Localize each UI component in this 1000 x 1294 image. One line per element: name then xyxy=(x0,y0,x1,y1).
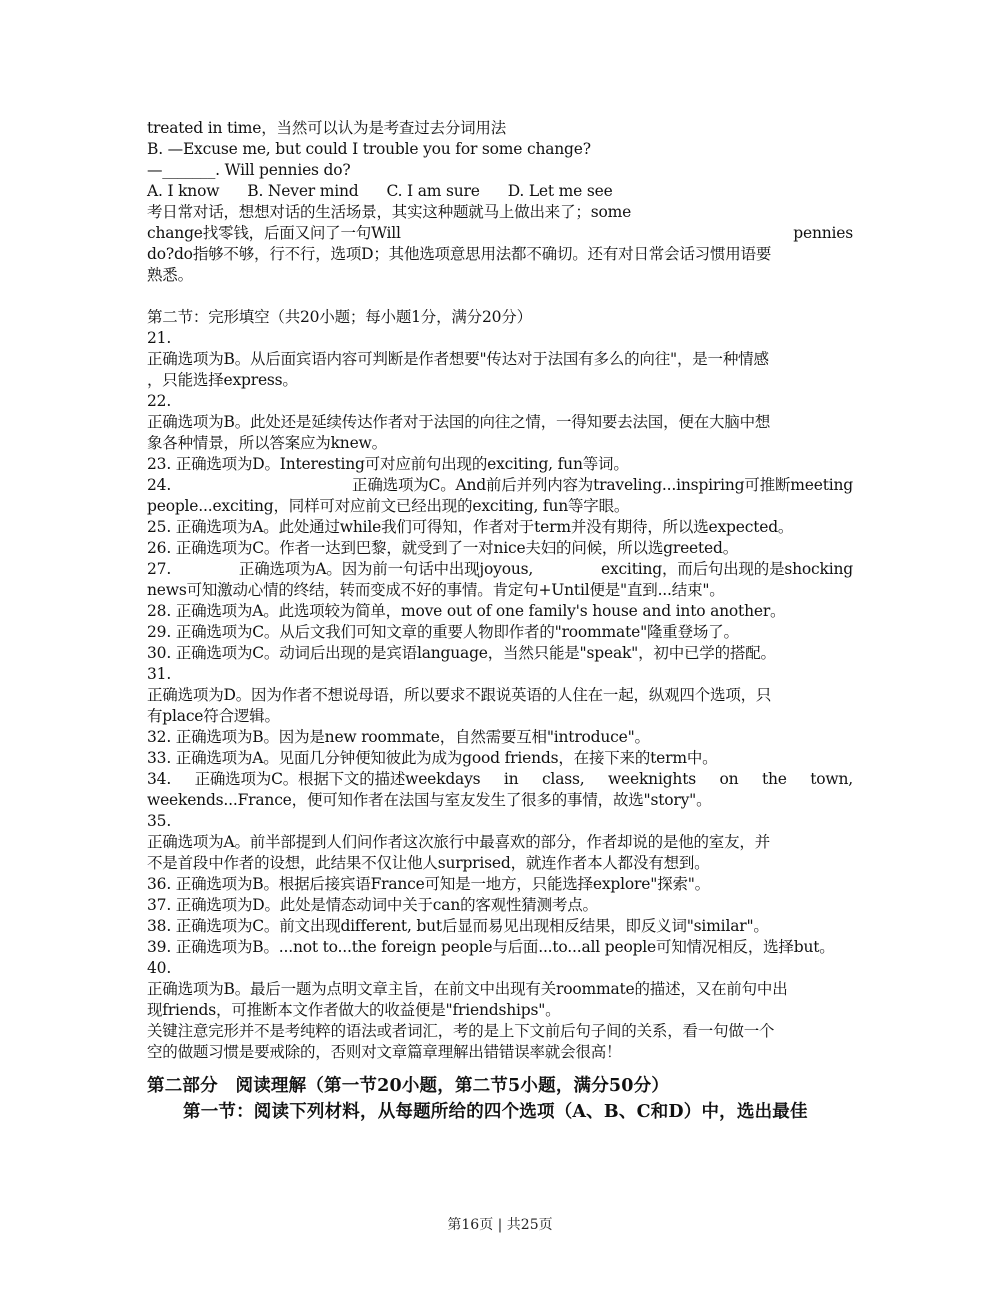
part2-heading: 第二部分 阅读理解（第一节20小题，第二节5小题，满分50分） xyxy=(147,1076,670,1096)
answer-35-line-1: 正确选项为A。前半部提到人们问作者这次旅行中最喜欢的部分，作者却说的是他的室友，并 xyxy=(147,833,770,851)
explanation-line-1: 考日常对话，想想对话的生活场景，其实这种题就马上做出来了；some xyxy=(147,203,632,221)
answer-40-line-2: 现friends，可推断本文作者做大的收益便是"friendships"。 xyxy=(147,1001,561,1019)
answer-31-number: 31. xyxy=(147,665,172,683)
answer-28: 28. 正确选项为A。此选项较为简单，move out of one family's house and into another。 xyxy=(147,602,786,620)
answer-23: 23. 正确选项为D。Interesting可对应前句出现的exciting, fun等词。 xyxy=(147,455,629,473)
dialogue-answer: —_______. Will pennies do? xyxy=(147,161,351,179)
dialogue-question: B. —Excuse me, but could I trouble you for some change? xyxy=(147,140,591,158)
answer-options xyxy=(147,181,853,202)
answer-24-line-2: people...exciting，同样可对应前文已经出现的exciting, fun等字眼。 xyxy=(147,497,630,515)
answer-24-line-1: 24. 正确选项为C。And前后并列内容为traveling...inspiring可推断meeting xyxy=(147,476,853,494)
answer-25: 25. 正确选项为A。此处通过while我们可得知，作者对于term并没有期待，所以选expected。 xyxy=(147,518,794,536)
option-a: A. I know xyxy=(147,182,220,200)
answer-21-line-1: 正确选项为B。从后面宾语内容可判断是作者想要"传达对于法国有多么的向往"，是一种情感 xyxy=(147,350,769,368)
explanation-line-3: do?do指够不够，行不行，选项D；其他选项意思用法都不确切。还有对日常会话习惯用语要 xyxy=(147,245,772,263)
answer-31-line-2: 有place符合逻辑。 xyxy=(147,707,280,725)
answer-37: 37. 正确选项为D。此处是情态动词中关于can的客观性猜测考点。 xyxy=(147,896,598,914)
answer-34-line-2: weekends...France，便可知作者在法国与室友发生了很多的事情，故选"story"。 xyxy=(147,791,712,809)
option-d: D. Let me see xyxy=(507,182,613,200)
key-note-line-2: 空的做题习惯是要戒除的，否则对文章篇章理解出错错误率就会很高！ xyxy=(147,1043,622,1061)
answer-30: 30. 正确选项为C。动词后出现的是宾语language，当然只能是"speak"，初中已学的搭配。 xyxy=(147,644,776,662)
answer-40-number: 40. xyxy=(147,959,172,977)
page-footer: 第16页 | 共25页 xyxy=(447,1217,553,1233)
answer-34-line-1: 34. 正确选项为C。根据下文的描述weekdays in class, weeknights on the town, xyxy=(147,770,853,788)
part2-subheading: 第一节：阅读下列材料，从每题所给的四个选项（A、B、C和D）中，选出最佳 xyxy=(183,1102,808,1122)
option-c: C. I am sure xyxy=(386,182,480,200)
option-b: B. Never mind xyxy=(247,182,359,200)
answer-32: 32. 正确选项为B。因为是new roommate，自然需要互相"introduce"。 xyxy=(147,728,650,746)
answer-22-number: 22. xyxy=(147,392,172,410)
answer-40-line-1: 正确选项为B。最后一题为点明文章主旨，在前文中出现有关roommate的描述，又在前句中出 xyxy=(147,980,788,998)
answer-27-line-1: 27. 正确选项为A。因为前一句话中出现joyous, exciting，而后句出现的是shocking xyxy=(147,560,853,578)
answer-39: 39. 正确选项为B。...not to...the foreign people与后面...to...all people可知情况相反，选择but。 xyxy=(147,938,835,956)
answer-35-line-2: 不是首段中作者的设想，此结果不仅让他人surprised，就连作者本人都没有想到。 xyxy=(147,854,710,872)
key-note-line-1: 关键注意完形并不是考纯粹的语法或者词汇，考的是上下文前后句子间的关系，看一句做一个 xyxy=(147,1022,775,1040)
intro-line-1: treated in time，当然可以认为是考查过去分词用法 xyxy=(147,119,507,137)
answer-27-line-2: news可知激动心情的终结，转而变成不好的事情。肯定句+Until便是"直到...结束"。 xyxy=(147,581,725,599)
answer-31-line-1: 正确选项为D。因为作者不想说母语，所以要求不跟说英语的人住在一起，纵观四个选项，只 xyxy=(147,686,772,704)
answer-21-number: 21. xyxy=(147,329,172,347)
answer-35-number: 35. xyxy=(147,812,172,830)
answer-38: 38. 正确选项为C。前文出现different, but后显而易见出现相反结果，即反义词"similar"。 xyxy=(147,917,769,935)
answer-33: 33. 正确选项为A。见面几分钟便知彼此为成为good friends，在接下来的term中。 xyxy=(147,749,718,767)
answer-26: 26. 正确选项为C。作者一达到巴黎，就受到了一对nice夫妇的问候，所以选greeted。 xyxy=(147,539,739,557)
answer-22-line-2: 象各种情景，所以答案应为knew。 xyxy=(147,434,387,452)
answer-21-line-2: ，只能选择express。 xyxy=(147,371,298,389)
explanation-line-4: 熟悉。 xyxy=(147,266,193,284)
section-title: 第二节：完形填空（共20小题；每小题1分，满分20分） xyxy=(147,308,532,326)
answer-22-line-1: 正确选项为B。此处还是延续传达作者对于法国的向往之情，一得知要去法国，便在大脑中想 xyxy=(147,413,771,431)
answer-36: 36. 正确选项为B。根据后接宾语France可知是一地方，只能选择explore"探索"。 xyxy=(147,875,710,893)
page-content xyxy=(147,118,853,1125)
explanation-line-2: change找零钱，后面又问了一句Will pennies xyxy=(147,224,853,242)
answer-29: 29. 正确选项为C。从后文我们可知文章的重要人物即作者的"roommate"隆重登场了。 xyxy=(147,623,739,641)
